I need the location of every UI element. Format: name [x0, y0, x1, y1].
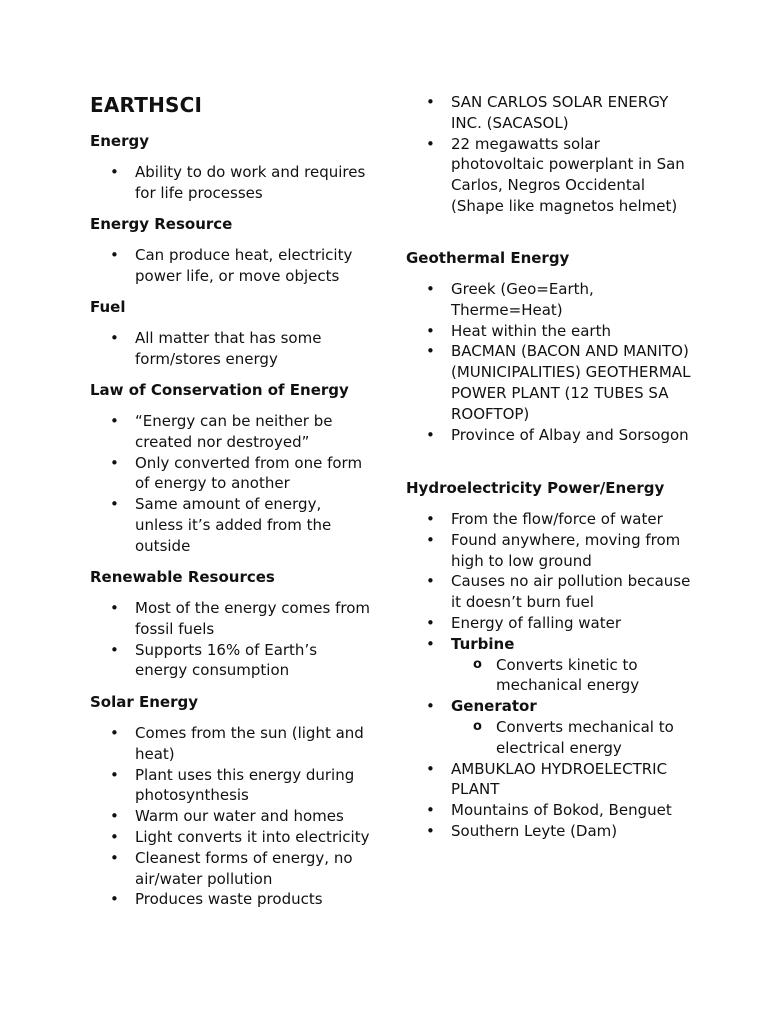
hollow-bullet-icon: o	[473, 656, 482, 672]
bullet-list	[90, 598, 370, 681]
bullet-icon: •	[426, 634, 435, 653]
sub-list	[451, 655, 696, 697]
bullet-icon: •	[426, 801, 435, 820]
list-item: • Province of Albay and Sorsogon	[426, 425, 689, 444]
bullet-icon: •	[426, 697, 435, 716]
list-item: • Produces waste products	[110, 890, 323, 909]
bullet-icon: •	[110, 495, 119, 514]
list-item: • “Energy can be neither be created nor destroyed”	[110, 412, 333, 451]
bullet-icon: •	[426, 759, 435, 778]
bullet-list	[90, 723, 370, 910]
bullet-icon: •	[110, 890, 119, 909]
section-heading: Renewable Resources	[90, 568, 275, 586]
bullet-icon: •	[110, 412, 119, 430]
bullet-icon: •	[426, 510, 435, 528]
bullet-list	[90, 411, 370, 557]
section-renewable	[90, 567, 370, 681]
section-heading: Solar Energy	[90, 693, 199, 711]
section-heading: Energy Resource	[90, 215, 233, 233]
section-conservation	[90, 380, 370, 557]
bullet-icon: •	[426, 342, 435, 361]
section-solar-continued	[406, 92, 696, 217]
section-heading: Law of Conservation of Energy	[90, 381, 349, 399]
list-item: • Plant uses this energy during photosynthesis	[110, 765, 355, 805]
bullet-icon: •	[426, 572, 435, 591]
list-item: • SAN CARLOS SOLAR ENERGY INC. (SACASOL)	[426, 93, 669, 132]
bullet-icon: •	[110, 640, 119, 659]
list-item: • All matter that has some form/stores energy	[110, 329, 322, 368]
list-item: • Supports 16% of Earth’s energy consumption	[110, 640, 318, 680]
list-item: • Most of the energy comes from fossil fuels	[110, 599, 370, 638]
bullet-icon: •	[426, 425, 435, 444]
list-item: • From the flow/force of water	[426, 510, 663, 528]
list-item: • Warm our water and homes	[110, 807, 344, 826]
turbine-label: Turbine	[451, 634, 515, 653]
list-item: • 22 megawatts solar photovoltaic powerplant in San Carlos, Negros Occidental (Shape like magnetos helmet)	[426, 134, 685, 215]
list-item: • Energy of falling water	[426, 613, 622, 632]
section-heading: Geothermal Energy	[406, 249, 570, 267]
bullet-icon: •	[426, 321, 435, 340]
bullet-list	[406, 509, 696, 842]
section-energy-resource	[90, 214, 370, 287]
section-geothermal	[406, 248, 696, 445]
bullet-icon: •	[110, 848, 119, 867]
list-item: • Ability to do work and requires for life processes	[110, 163, 366, 202]
section-heading: Fuel	[90, 298, 126, 316]
bullet-icon: •	[110, 827, 119, 846]
hollow-bullet-icon: o	[473, 718, 482, 734]
section-heading: Hydroelectricity Power/Energy	[406, 479, 665, 497]
bullet-icon: •	[426, 93, 435, 111]
bullet-icon: •	[426, 280, 435, 298]
list-item: • Greek (Geo=Earth, Therme=Heat)	[426, 280, 594, 319]
section-energy	[90, 131, 370, 204]
bullet-list	[90, 328, 370, 370]
sub-list	[451, 717, 696, 759]
section-heading: Energy	[90, 132, 150, 150]
bullet-icon: •	[426, 613, 435, 632]
bullet-icon: •	[110, 163, 119, 181]
section-solar	[90, 692, 370, 910]
bullet-list	[90, 245, 370, 287]
list-item: • Southern Leyte (Dam)	[426, 821, 618, 840]
bullet-icon: •	[426, 530, 435, 549]
list-item: • Mountains of Bokod, Benguet	[426, 801, 672, 820]
sub-list-item: o Converts mechanical to electrical energy	[473, 717, 674, 757]
list-item: • Only converted from one form of energy to another	[110, 453, 363, 493]
list-item: • Causes no air pollution because it doesn’t burn fuel	[426, 572, 691, 612]
list-item: • Same amount of energy, unless it’s added from the outside	[110, 495, 332, 555]
bullet-icon: •	[110, 724, 119, 742]
list-item	[406, 696, 696, 758]
bullet-icon: •	[110, 246, 119, 264]
bullet-icon: •	[110, 329, 119, 347]
list-item	[406, 634, 696, 696]
list-item: • Can produce heat, electricity power life, or move objects	[110, 246, 353, 285]
bullet-icon: •	[110, 765, 119, 784]
bullet-icon: •	[426, 134, 435, 153]
sub-list-item: o Converts kinetic to mechanical energy	[473, 655, 640, 695]
bullet-icon: •	[426, 821, 435, 840]
list-item: • Comes from the sun (light and heat)	[110, 724, 364, 763]
bullet-icon: •	[110, 807, 119, 826]
list-item: • Cleanest forms of energy, no air/water pollution	[110, 848, 353, 888]
list-item: • AMBUKLAO HYDROELECTRIC PLANT	[426, 759, 668, 799]
list-item: • BACMAN (BACON AND MANITO) (MUNICIPALITIES) GEOTHERMAL POWER PLANT (12 TUBES SA ROOFTOP)	[426, 342, 691, 423]
section-fuel	[90, 297, 370, 370]
document-title: EARTHSCI	[90, 93, 203, 117]
list-item: • Found anywhere, moving from high to low ground	[426, 530, 681, 570]
bullet-icon: •	[110, 599, 119, 617]
bullet-list	[406, 279, 696, 445]
section-hydro	[406, 478, 696, 842]
bullet-list	[90, 162, 370, 204]
generator-label: Generator	[451, 697, 537, 716]
bullet-list	[406, 92, 696, 217]
list-item: • Light converts it into electricity	[110, 827, 370, 846]
bullet-icon: •	[110, 453, 119, 472]
list-item: • Heat within the earth	[426, 321, 611, 340]
